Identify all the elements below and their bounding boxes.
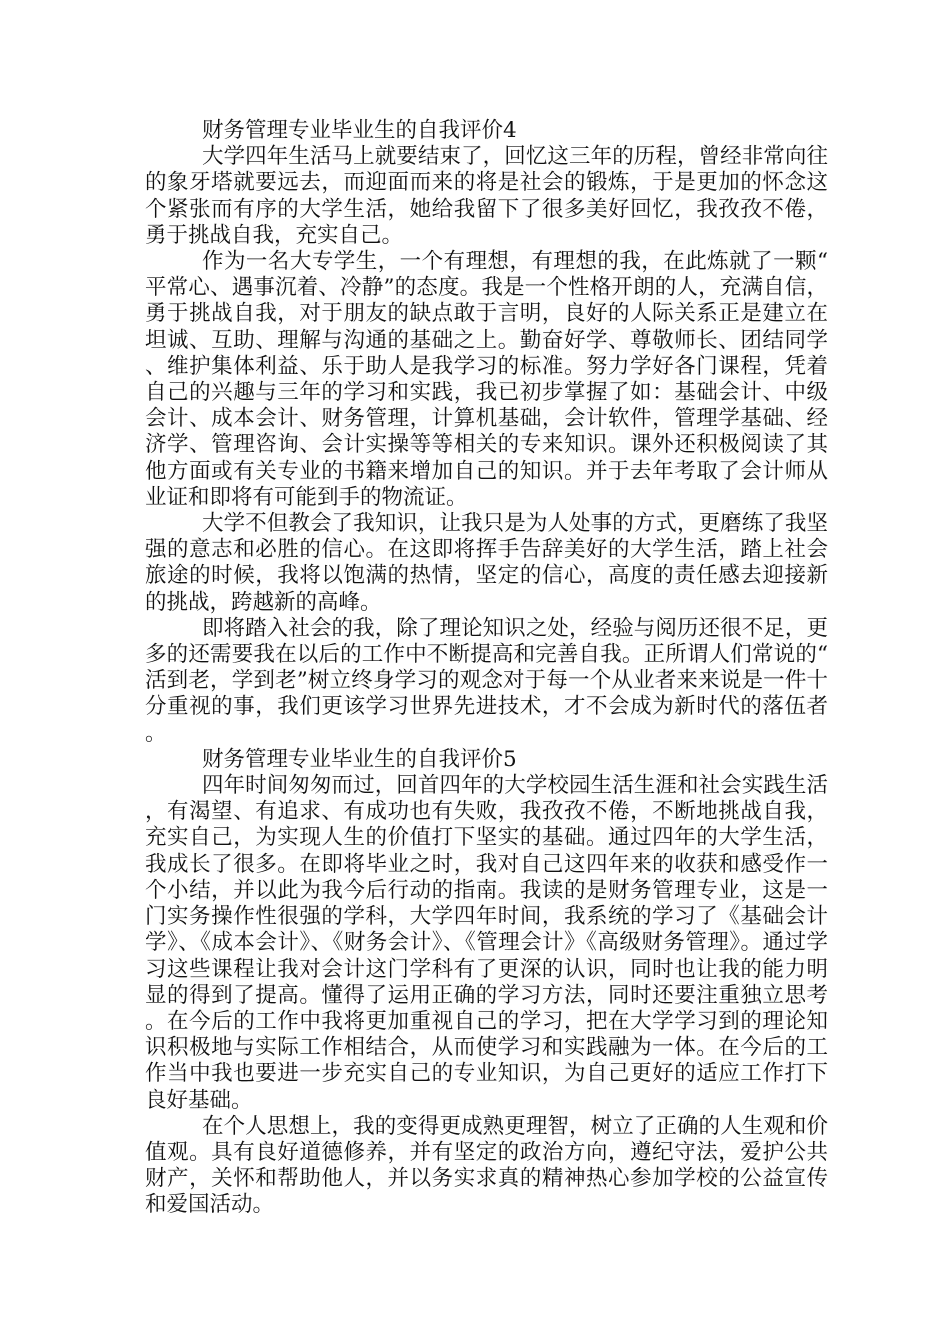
paragraph: 作为一名大专学生，一个有理想，有理想的我，在此炼就了一颗“平常心、遇事沉着、冷静”的态度。我是一个性格开朗的人，充满自信，勇于挑战自我，对于朋友的缺点敢于言明，良好的人际关系正是建立在坦诚、互助、理解与沟通的基础之上。勤奋好学、尊敬师长、团结同学、维护集体利益、乐于助人是我学习的标准。努力学好各门课程，凭着自己的兴趣与三年的学习和实践，我已初步掌握了如：基础会计、中级会计、成本会计、财务管理，计算机基础，会计软件，管理学基础、经济学、管理咨询、会计实操等等相关的专来知识。课外还积极阅读了其他方面或有关专业的书籍来增加自己的知识。并于去年考取了会计师从业证和即将有可能到手的物流证。 <box>145 249 828 510</box>
section-heading-4: 财务管理专业毕业生的自我评价4 <box>202 118 517 143</box>
paragraph: 大学不但教会了我知识，让我只是为人处事的方式，更磨练了我坚强的意志和必胜的信心。在这即将挥手告辞美好的大学生活，踏上社会旅途的时候，我将以饱满的热情，坚定的信心，高度的责任感去迎接新的挑战，跨越新的高峰。 <box>145 511 828 615</box>
paragraph: 在个人思想上，我的变得更成熟更理智，树立了正确的人生观和价值观。具有良好道德修养，并有坚定的政治方向，遵纪守法，爱护公共财产，关怀和帮助他人，并以务实求真的精神热心参加学校的公益宣传和爱国活动。 <box>145 1113 828 1218</box>
paragraph: 即将踏入社会的我，除了理论知识之处，经验与阅历还很不足，更多的还需要我在以后的工作中不断提高和完善自我。正所谓人们常说的“活到老，学到老”树立终身学习的观念对于每一个从业者来来说是一件十分重视的事，我们更该学习世界先进技术，才不会成为新时代的落伍者。 <box>145 615 828 746</box>
paragraph: 大学四年生活马上就要结束了，回忆这三年的历程，曾经非常向往的象牙塔就要远去，而迎面而来的将是社会的锻炼，于是更加的怀念这个紧张而有序的大学生活，她给我留下了很多美好回忆，我孜孜不倦，勇于挑战自我，充实自己。 <box>145 144 828 248</box>
section-heading-5: 财务管理专业毕业生的自我评价5 <box>202 746 517 772</box>
document-body <box>145 118 828 1219</box>
paragraph: 四年时间匆匆而过，回首四年的大学校园生活生涯和社会实践生活，有渴望、有追求、有成功也有失败，我孜孜不倦，不断地挑战自我，充实自己，为实现人生的价值打下坚实的基础。通过四年的大学生活，我成长了很多。在即将毕业之时，我对自己这四年来的收获和感受作一个小结，并以此为我今后行动的指南。我读的是财务管理专业，这是一门实务操作性很强的学科，大学四年时间，我系统的学习了《基础会计学》、《成本会计》、《财务会计》、《管理会计》《高级财务管理》。通过学习这些课程让我对会计这门学科有了更深的认识，同时也让我的能力明显的得到了提高。懂得了运用正确的学习方法，同时还要注重独立思考。在今后的工作中我将更加重视自己的学习，把在大学学习到的理论知识积极地与实际工作相结合，从而使学习和实践融为一体。在今后的工作当中我也要进一步充实自己的专业知识，为自己更好的适应工作打下良好基础。 <box>145 773 828 1113</box>
